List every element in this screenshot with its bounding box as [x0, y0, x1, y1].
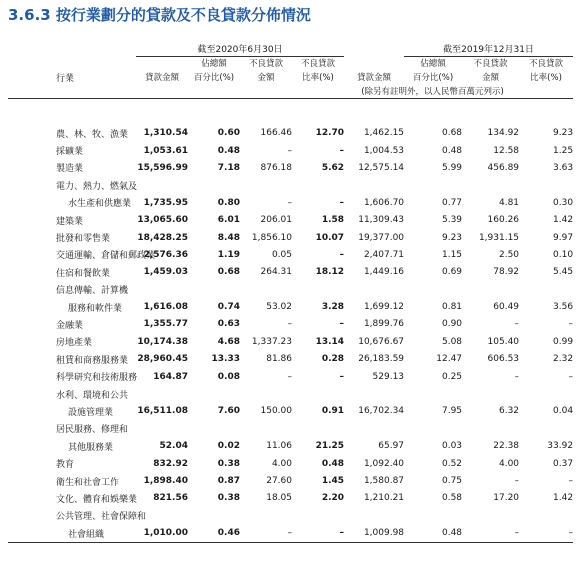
industry-name: 信息傳輸、計算機 — [56, 286, 129, 297]
cell-value: 4.00 — [271, 458, 292, 469]
cell-value: 1.25 — [553, 145, 574, 156]
cell-value: 0.02 — [217, 441, 240, 452]
cell-value: 10.07 — [315, 232, 345, 243]
table-row — [8, 368, 573, 385]
cell-value: 1,616.08 — [143, 302, 188, 313]
cell-value: 5.99 — [441, 162, 463, 173]
cell-value: 0.58 — [441, 493, 463, 504]
table-body — [8, 125, 573, 543]
cell-value: 1,010.00 — [136, 524, 188, 542]
cell-value: 2.50 — [498, 249, 520, 260]
cell-value: 0.30 — [553, 197, 574, 208]
npl-header-2019-line2: 金額 — [482, 73, 500, 83]
cell-value: 1,898.40 — [143, 476, 188, 486]
cell-value: 1,009.98 — [344, 524, 404, 542]
cell-value: 0.68 — [217, 267, 240, 278]
cell-value: 0.28 — [321, 354, 345, 365]
cell-value: – — [568, 319, 574, 330]
cell-value: 0.37 — [553, 458, 574, 469]
npl-header-2020-line2: 金額 — [257, 73, 275, 83]
industry-name: 服務和軟件業 — [68, 303, 123, 314]
cell-value: 27.60 — [266, 476, 292, 486]
industry-name: 建築業 — [56, 216, 84, 227]
cell-value: 606.53 — [487, 354, 520, 365]
cell-value: 3.56 — [553, 302, 574, 313]
pct-header-2020-line2: 百分比(%) — [193, 73, 235, 83]
cell-value: 166.46 — [260, 128, 292, 139]
table-row — [8, 194, 573, 211]
cell-value: 13.33 — [211, 354, 240, 365]
cell-value: 4.00 — [498, 458, 520, 469]
cell-value: – — [339, 249, 345, 260]
table-row — [8, 472, 573, 489]
loan-distribution-table — [8, 42, 573, 543]
cell-value: 13,065.60 — [137, 215, 188, 226]
cell-value: 1.19 — [217, 249, 240, 260]
cell-value: – — [568, 476, 574, 486]
cell-value: 1,337.23 — [251, 336, 292, 347]
cell-value: 1,580.87 — [363, 476, 405, 486]
cell-value: 821.56 — [153, 493, 188, 504]
cell-value: 65.97 — [378, 441, 405, 452]
cell-value: 33.92 — [547, 441, 574, 452]
table-row — [8, 229, 573, 246]
industry-name: 社會組織 — [8, 524, 136, 542]
cell-value: 7.60 — [217, 406, 240, 417]
industry-header: 行業 — [56, 73, 75, 84]
cell-value: 26,183.59 — [358, 354, 405, 365]
cell-value: 1,699.12 — [363, 302, 405, 313]
period-2019-header: 截至2019年12月31日 — [404, 42, 573, 56]
cell-value: 28,960.45 — [137, 354, 188, 365]
cell-value: 1,210.21 — [363, 493, 405, 504]
cell-value: – — [339, 145, 345, 156]
cell-value: 0.52 — [441, 458, 463, 469]
table-row — [8, 385, 573, 402]
cell-value: 0.68 — [441, 128, 463, 139]
industry-name: 居民服務、修理和 — [56, 425, 129, 436]
npl-header-2020: 不良貸款 — [248, 59, 283, 70]
period-2020-header: 截至2020年6月30日 — [136, 42, 344, 56]
cell-value: 19,377.00 — [358, 232, 405, 243]
cell-value: 9.23 — [553, 128, 574, 139]
loan-amount-header-2019: 貸款金額 — [357, 73, 392, 83]
cell-value: 0.48 — [217, 145, 240, 156]
table-row — [8, 420, 573, 437]
cell-value: 105.40 — [487, 336, 520, 347]
cell-value: 16,702.34 — [358, 406, 405, 417]
cell-value: 1,459.03 — [143, 267, 188, 278]
pct-header-2019-line2: 百分比(%) — [412, 73, 454, 83]
cell-value: – — [514, 476, 520, 486]
cell-value: 22.38 — [493, 441, 520, 452]
cell-value: 1,092.40 — [363, 458, 405, 469]
industry-name: 其他服務業 — [68, 442, 114, 453]
cell-value: 9.97 — [553, 232, 574, 243]
cell-value: 0.74 — [217, 302, 240, 313]
cell-value: – — [339, 371, 345, 382]
cell-value: 1,310.54 — [143, 128, 188, 139]
cell-value: 1.58 — [321, 215, 345, 226]
cell-value: 5.45 — [553, 267, 574, 278]
cell-value: – — [519, 524, 573, 542]
cell-value: 1,449.16 — [363, 267, 405, 278]
cell-value: 2,407.71 — [363, 249, 405, 260]
table-row — [8, 316, 573, 333]
cell-value: 1.15 — [441, 249, 463, 260]
cell-value: 1,606.70 — [363, 197, 405, 208]
cell-value: 0.25 — [441, 371, 463, 382]
cell-value: 1,462.15 — [363, 128, 405, 139]
industry-name: 批發和零售業 — [56, 234, 111, 245]
industry-name: 設施管理業 — [68, 407, 114, 418]
cell-value: 876.18 — [260, 162, 292, 173]
cell-value: 3.28 — [321, 302, 345, 313]
industry-name: 採礦業 — [56, 147, 84, 158]
table-row — [8, 333, 573, 350]
cell-value: 0.69 — [441, 267, 463, 278]
cell-value: 832.92 — [153, 458, 188, 469]
cell-value: 6.32 — [498, 406, 520, 417]
cell-value: 1.42 — [553, 215, 574, 226]
pct-header-2020: 佔總額 — [201, 59, 227, 70]
cell-value: 4.81 — [498, 197, 520, 208]
industry-name: 水利、環境和公共 — [56, 390, 129, 401]
cell-value: 7.95 — [441, 406, 463, 417]
cell-value: – — [292, 524, 344, 542]
industry-name: 電力、熱力、燃氣及 — [56, 181, 138, 192]
cell-value: – — [568, 371, 574, 382]
cell-value: – — [339, 197, 345, 208]
cell-value: 0.81 — [441, 302, 463, 313]
cell-value: 1,735.95 — [143, 197, 188, 208]
cell-value: 2,576.36 — [143, 249, 188, 260]
cell-value: 9.23 — [441, 232, 463, 243]
cell-value: 0.48 — [404, 524, 462, 542]
cell-value: 1,931.15 — [478, 232, 520, 243]
cell-value: 1,899.76 — [363, 319, 405, 330]
industry-name: 公共管理、社會保障和 — [56, 512, 147, 523]
cell-value: 17.20 — [493, 493, 520, 504]
table-row — [8, 298, 573, 315]
cell-value: 1.42 — [553, 493, 574, 504]
industry-name: 科學研究和技術服務 — [56, 373, 138, 384]
table-row — [8, 524, 573, 542]
industry-name: 金融業 — [56, 320, 84, 331]
industry-name: 交通運輸、倉儲和郵政業 — [56, 251, 156, 262]
cell-value: 1,355.77 — [143, 319, 188, 330]
table-row — [8, 264, 573, 281]
cell-value: 6.01 — [217, 215, 240, 226]
cell-value: – — [462, 524, 519, 542]
table-row — [8, 177, 573, 194]
cell-value: 1.45 — [321, 476, 345, 486]
cell-value: 2.20 — [321, 493, 345, 504]
cell-value: 0.80 — [217, 197, 240, 208]
cell-value: 206.01 — [260, 215, 292, 226]
cell-value: 53.02 — [266, 302, 292, 313]
cell-value: 11,309.43 — [358, 215, 405, 226]
cell-value: 0.91 — [321, 406, 345, 417]
cell-value: 160.26 — [487, 215, 520, 226]
cell-value: 60.49 — [493, 302, 520, 313]
cell-value: 12,575.14 — [358, 162, 405, 173]
cell-value: 5.62 — [321, 162, 345, 173]
cell-value: 4.68 — [217, 336, 240, 347]
industry-name: 房地產業 — [56, 338, 93, 349]
ratio-header-2020: 不良貸款 — [301, 59, 336, 70]
unit-note: (除另有註明外，以人民幣百萬元列示) — [292, 84, 573, 98]
cell-value: 12.70 — [315, 128, 345, 139]
cell-value: 5.39 — [441, 215, 463, 226]
cell-value: 164.87 — [153, 371, 188, 382]
cell-value: – — [514, 371, 520, 382]
cell-value: 16,511.08 — [137, 406, 188, 417]
pct-header-2019: 佔總額 — [420, 59, 446, 70]
cell-value: 8.48 — [217, 232, 240, 243]
cell-value: 3.63 — [553, 162, 574, 173]
industry-name: 教育 — [56, 460, 75, 471]
cell-value: 0.77 — [441, 197, 463, 208]
cell-value: 0.60 — [217, 128, 240, 139]
cell-value: – — [287, 145, 292, 156]
cell-value: 0.63 — [217, 319, 240, 330]
cell-value: 18,428.25 — [137, 232, 188, 243]
cell-value: – — [514, 319, 520, 330]
industry-name: 住宿和餐飲業 — [56, 268, 111, 279]
cell-value: 52.04 — [159, 441, 188, 452]
cell-value: 150.00 — [260, 406, 292, 417]
industry-name: 衛生和社會工作 — [56, 477, 120, 488]
cell-value: 456.89 — [487, 162, 520, 173]
table-row — [8, 403, 573, 420]
cell-value: – — [339, 319, 345, 330]
cell-value: 0.75 — [441, 476, 463, 486]
cell-value: 0.48 — [441, 145, 463, 156]
cell-value: 0.08 — [217, 371, 240, 382]
table-row — [8, 125, 573, 142]
cell-value: 78.92 — [493, 267, 520, 278]
table-row — [8, 246, 573, 263]
cell-value: 12.58 — [493, 145, 520, 156]
cell-value: 7.18 — [217, 162, 240, 173]
cell-value: – — [240, 524, 292, 542]
cell-value: 0.03 — [441, 441, 463, 452]
table-row — [8, 281, 573, 298]
cell-value: 0.04 — [553, 406, 574, 417]
cell-value: 529.13 — [372, 371, 405, 382]
industry-name: 水生產和供應業 — [68, 199, 132, 210]
cell-value: 10,174.38 — [137, 336, 188, 347]
table-row — [8, 438, 573, 455]
table-row — [8, 142, 573, 159]
industry-name: 文化、體育和娛樂業 — [56, 494, 138, 505]
loan-amount-header-2020: 貸款金額 — [144, 73, 179, 83]
cell-value: – — [287, 371, 292, 382]
cell-value: 81.86 — [266, 354, 292, 365]
cell-value: 1,856.10 — [251, 232, 292, 243]
cell-value: 12.47 — [436, 354, 463, 365]
table-row — [8, 159, 573, 176]
cell-value: 0.05 — [271, 249, 292, 260]
cell-value: 0.10 — [553, 249, 574, 260]
cell-value: 2.32 — [553, 354, 574, 365]
cell-value: 134.92 — [487, 128, 520, 139]
cell-value: 11.06 — [266, 441, 292, 452]
cell-value: 15,596.99 — [137, 162, 188, 173]
table-row — [8, 351, 573, 368]
ratio-header-2019: 不良貸款 — [529, 59, 564, 70]
table-row — [8, 211, 573, 228]
cell-value: 10,676.67 — [358, 336, 405, 347]
cell-value: 0.48 — [321, 458, 345, 469]
ratio-header-2019-line2: 比率(%) — [530, 73, 562, 83]
cell-value: 1,004.53 — [363, 145, 405, 156]
section-title: 3.6.3 按行業劃分的貸款及不良貸款分佈情況 — [8, 6, 311, 24]
cell-value: 264.31 — [260, 267, 292, 278]
ratio-header-2020-line2: 比率(%) — [302, 73, 334, 83]
cell-value: 1,053.61 — [143, 145, 188, 156]
cell-value: 0.46 — [188, 524, 240, 542]
cell-value: – — [287, 319, 292, 330]
cell-value: 13.14 — [315, 336, 345, 347]
table-row — [8, 490, 573, 507]
npl-header-2019: 不良貸款 — [473, 59, 508, 70]
cell-value: – — [287, 197, 292, 208]
industry-name: 製造業 — [56, 164, 84, 175]
cell-value: 0.38 — [217, 458, 240, 469]
cell-value: 0.99 — [553, 336, 574, 347]
cell-value: 18.05 — [266, 493, 292, 504]
industry-name: 農、林、牧、漁業 — [56, 129, 129, 140]
cell-value: 5.08 — [441, 336, 463, 347]
cell-value: 0.87 — [217, 476, 240, 486]
table-row — [8, 507, 573, 524]
cell-value: 0.38 — [217, 493, 240, 504]
cell-value: 0.90 — [441, 319, 463, 330]
cell-value: 21.25 — [315, 441, 345, 452]
industry-name: 租賃和商務服務業 — [56, 355, 129, 366]
table-row — [8, 455, 573, 472]
cell-value: 18.12 — [315, 267, 345, 278]
